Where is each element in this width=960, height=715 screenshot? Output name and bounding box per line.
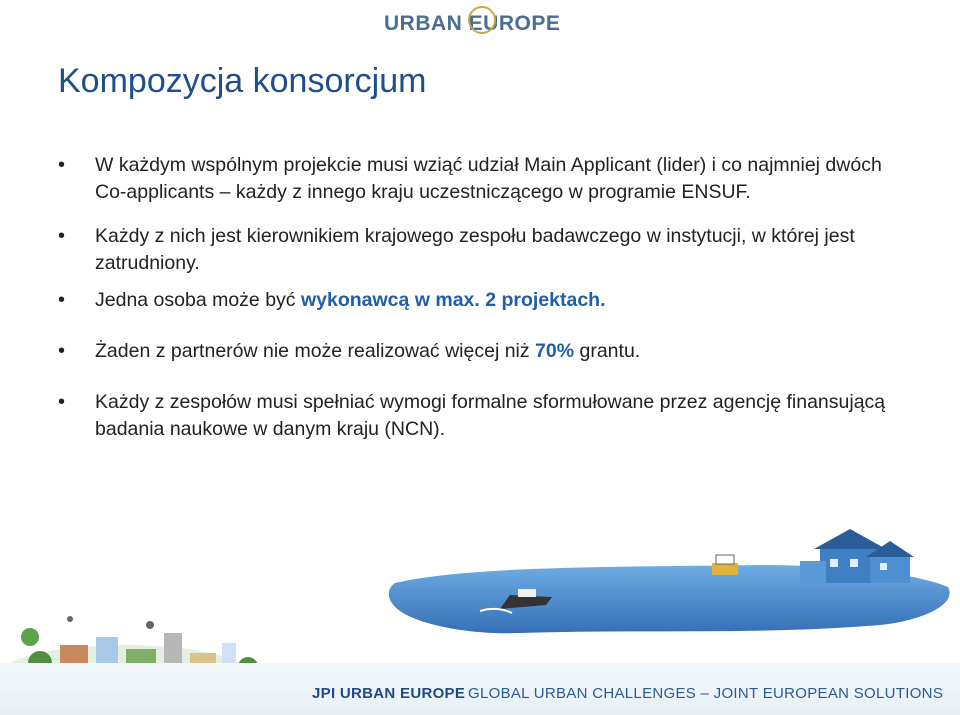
bullet-text: . [600,289,606,311]
logo-text: URBAN EUROPE [384,12,561,35]
bullet-text: Żaden z partnerów nie może realizować więcej niż [95,340,536,362]
bullet-list [58,152,918,443]
footer-org: JPI URBAN EUROPE [312,685,466,702]
ferry-boat-icon [712,555,738,575]
logo-ring-icon [468,6,496,34]
bullet-text: W każdym wspólnym projekcie musi wziąć udział Main Applicant (lider) i co najmniej dwóch Co-applicants – każdy z innego kraju uczestniczącego w programie ENSUF. [95,154,882,203]
floating-houses-icon [800,529,914,583]
bullet-text: Każdy z nich jest kierownikiem krajowego zespołu badawczego w instytucji, w której jest zatrudniony. [95,225,855,274]
bullet-item [58,389,918,443]
bullet-item [58,287,918,314]
bullet-item [58,338,918,365]
bullet-text: Każdy z zespołów musi spełniać wymogi formalne sformułowane przez agencję finansującą badania naukowe w danym kraju (NCN). [95,391,886,440]
bullet-highlight: wykonawcą w max. 2 projektach [300,289,601,311]
footer-band [0,663,960,715]
bullet-item [58,152,918,206]
bullet-text: grantu. [574,340,641,362]
bullet-item [58,223,918,277]
bullet-text: Jedna osoba może być [95,289,301,311]
footer-tagline: GLOBAL URBAN CHALLENGES – JOINT EUROPEAN SOLUTIONS [468,685,944,702]
urban-europe-logo [384,4,576,40]
slide-title: Kompozycja konsorcjum [58,62,427,100]
bullet-highlight: 70% [535,340,575,362]
